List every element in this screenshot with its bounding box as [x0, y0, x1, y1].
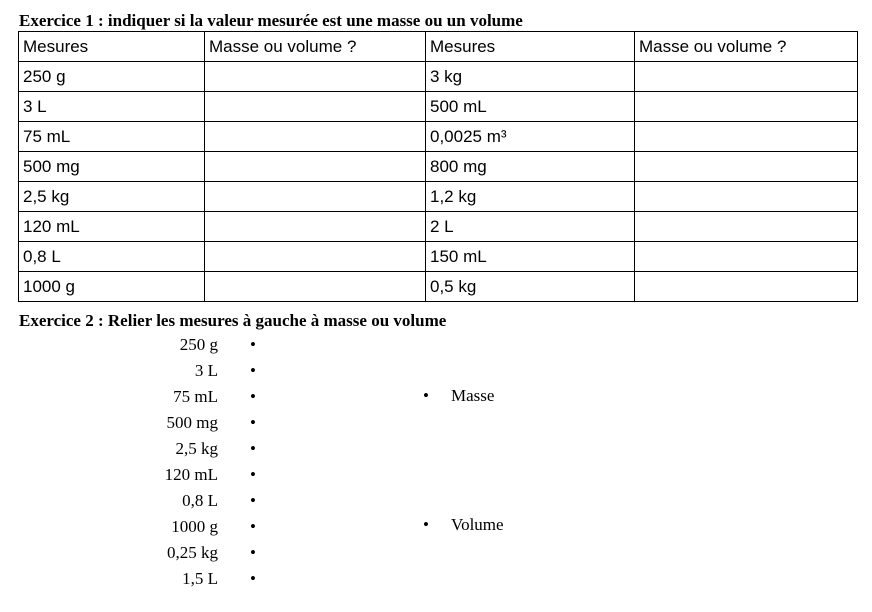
measure-label: 1000 g	[171, 517, 218, 536]
answer-cell[interactable]	[635, 272, 858, 302]
answer-cell[interactable]	[205, 212, 426, 242]
answer-cell[interactable]	[205, 92, 426, 122]
measure-cell: 120 mL	[19, 212, 205, 242]
measure-cell: 75 mL	[19, 122, 205, 152]
answer-cell[interactable]	[205, 122, 426, 152]
bullet-icon[interactable]: •	[250, 439, 256, 458]
measure-label: 250 g	[179, 335, 218, 354]
target-masse	[420, 383, 494, 409]
measure-cell: 0,8 L	[19, 242, 205, 272]
bullet-icon[interactable]: •	[250, 517, 256, 536]
bullet-icon[interactable]: •	[250, 387, 256, 406]
list-item	[120, 358, 270, 384]
table-row	[19, 92, 858, 122]
table-row	[19, 62, 858, 92]
header-masse-volume-right: Masse ou volume ?	[635, 32, 858, 62]
exercise1-title: Exercice 1 : indiquer si la valeur mesurée est une masse ou un volume	[19, 11, 523, 30]
measure-cell: 0,0025 m³	[426, 122, 635, 152]
measure-cell: 250 g	[19, 62, 205, 92]
bullet-icon[interactable]: •	[250, 543, 256, 562]
list-item	[120, 462, 270, 488]
bullet-icon[interactable]: •	[250, 569, 256, 588]
answer-cell[interactable]	[635, 242, 858, 272]
bullet-icon[interactable]: •	[250, 413, 256, 432]
measure-cell: 3 kg	[426, 62, 635, 92]
measure-label: 120 mL	[164, 465, 218, 484]
header-mesures-right: Mesures	[426, 32, 635, 62]
measure-cell: 3 L	[19, 92, 205, 122]
answer-cell[interactable]	[205, 62, 426, 92]
measure-label: 500 mg	[166, 413, 218, 432]
table-row	[19, 122, 858, 152]
answer-cell[interactable]	[205, 182, 426, 212]
measure-cell: 1000 g	[19, 272, 205, 302]
bullet-icon[interactable]: •	[423, 386, 429, 405]
answer-cell[interactable]	[635, 62, 858, 92]
table-row	[19, 272, 858, 302]
target-label-masse: Masse	[451, 386, 495, 405]
answer-cell[interactable]	[205, 272, 426, 302]
list-item	[120, 332, 270, 358]
bullet-icon[interactable]: •	[250, 465, 256, 484]
table-row	[19, 152, 858, 182]
table-header-row	[19, 32, 858, 62]
bullet-icon[interactable]: •	[250, 335, 256, 354]
measures-table	[18, 31, 858, 302]
measure-cell: 500 mL	[426, 92, 635, 122]
target-label-volume: Volume	[451, 515, 504, 534]
measure-cell: 2 L	[426, 212, 635, 242]
measure-label: 0,25 kg	[167, 543, 218, 562]
list-item	[120, 514, 270, 540]
measure-label: 75 mL	[173, 387, 218, 406]
header-mesures-left: Mesures	[19, 32, 205, 62]
measure-cell: 500 mg	[19, 152, 205, 182]
measure-cell: 2,5 kg	[19, 182, 205, 212]
answer-cell[interactable]	[635, 92, 858, 122]
answer-cell[interactable]	[205, 242, 426, 272]
measure-label: 2,5 kg	[175, 439, 218, 458]
answer-cell[interactable]	[635, 212, 858, 242]
list-item	[120, 566, 270, 592]
measure-label: 0,8 L	[182, 491, 218, 510]
answer-cell[interactable]	[635, 182, 858, 212]
target-volume	[420, 512, 504, 538]
exercise2-title: Exercice 2 : Relier les mesures à gauche à masse ou volume	[19, 311, 447, 330]
measure-list	[120, 332, 270, 592]
list-item	[120, 436, 270, 462]
answer-cell[interactable]	[635, 122, 858, 152]
answer-cell[interactable]	[635, 152, 858, 182]
answer-cell[interactable]	[205, 152, 426, 182]
measure-label: 1,5 L	[182, 569, 218, 588]
list-item	[120, 384, 270, 410]
bullet-icon[interactable]: •	[250, 491, 256, 510]
table-row	[19, 242, 858, 272]
list-item	[120, 410, 270, 436]
measure-cell: 800 mg	[426, 152, 635, 182]
list-item	[120, 540, 270, 566]
table-row	[19, 212, 858, 242]
list-item	[120, 488, 270, 514]
measure-cell: 1,2 kg	[426, 182, 635, 212]
table-row	[19, 182, 858, 212]
header-masse-volume-left: Masse ou volume ?	[205, 32, 426, 62]
bullet-icon[interactable]: •	[423, 515, 429, 534]
measure-cell: 0,5 kg	[426, 272, 635, 302]
measure-cell: 150 mL	[426, 242, 635, 272]
measure-label: 3 L	[194, 361, 218, 380]
bullet-icon[interactable]: •	[250, 361, 256, 380]
